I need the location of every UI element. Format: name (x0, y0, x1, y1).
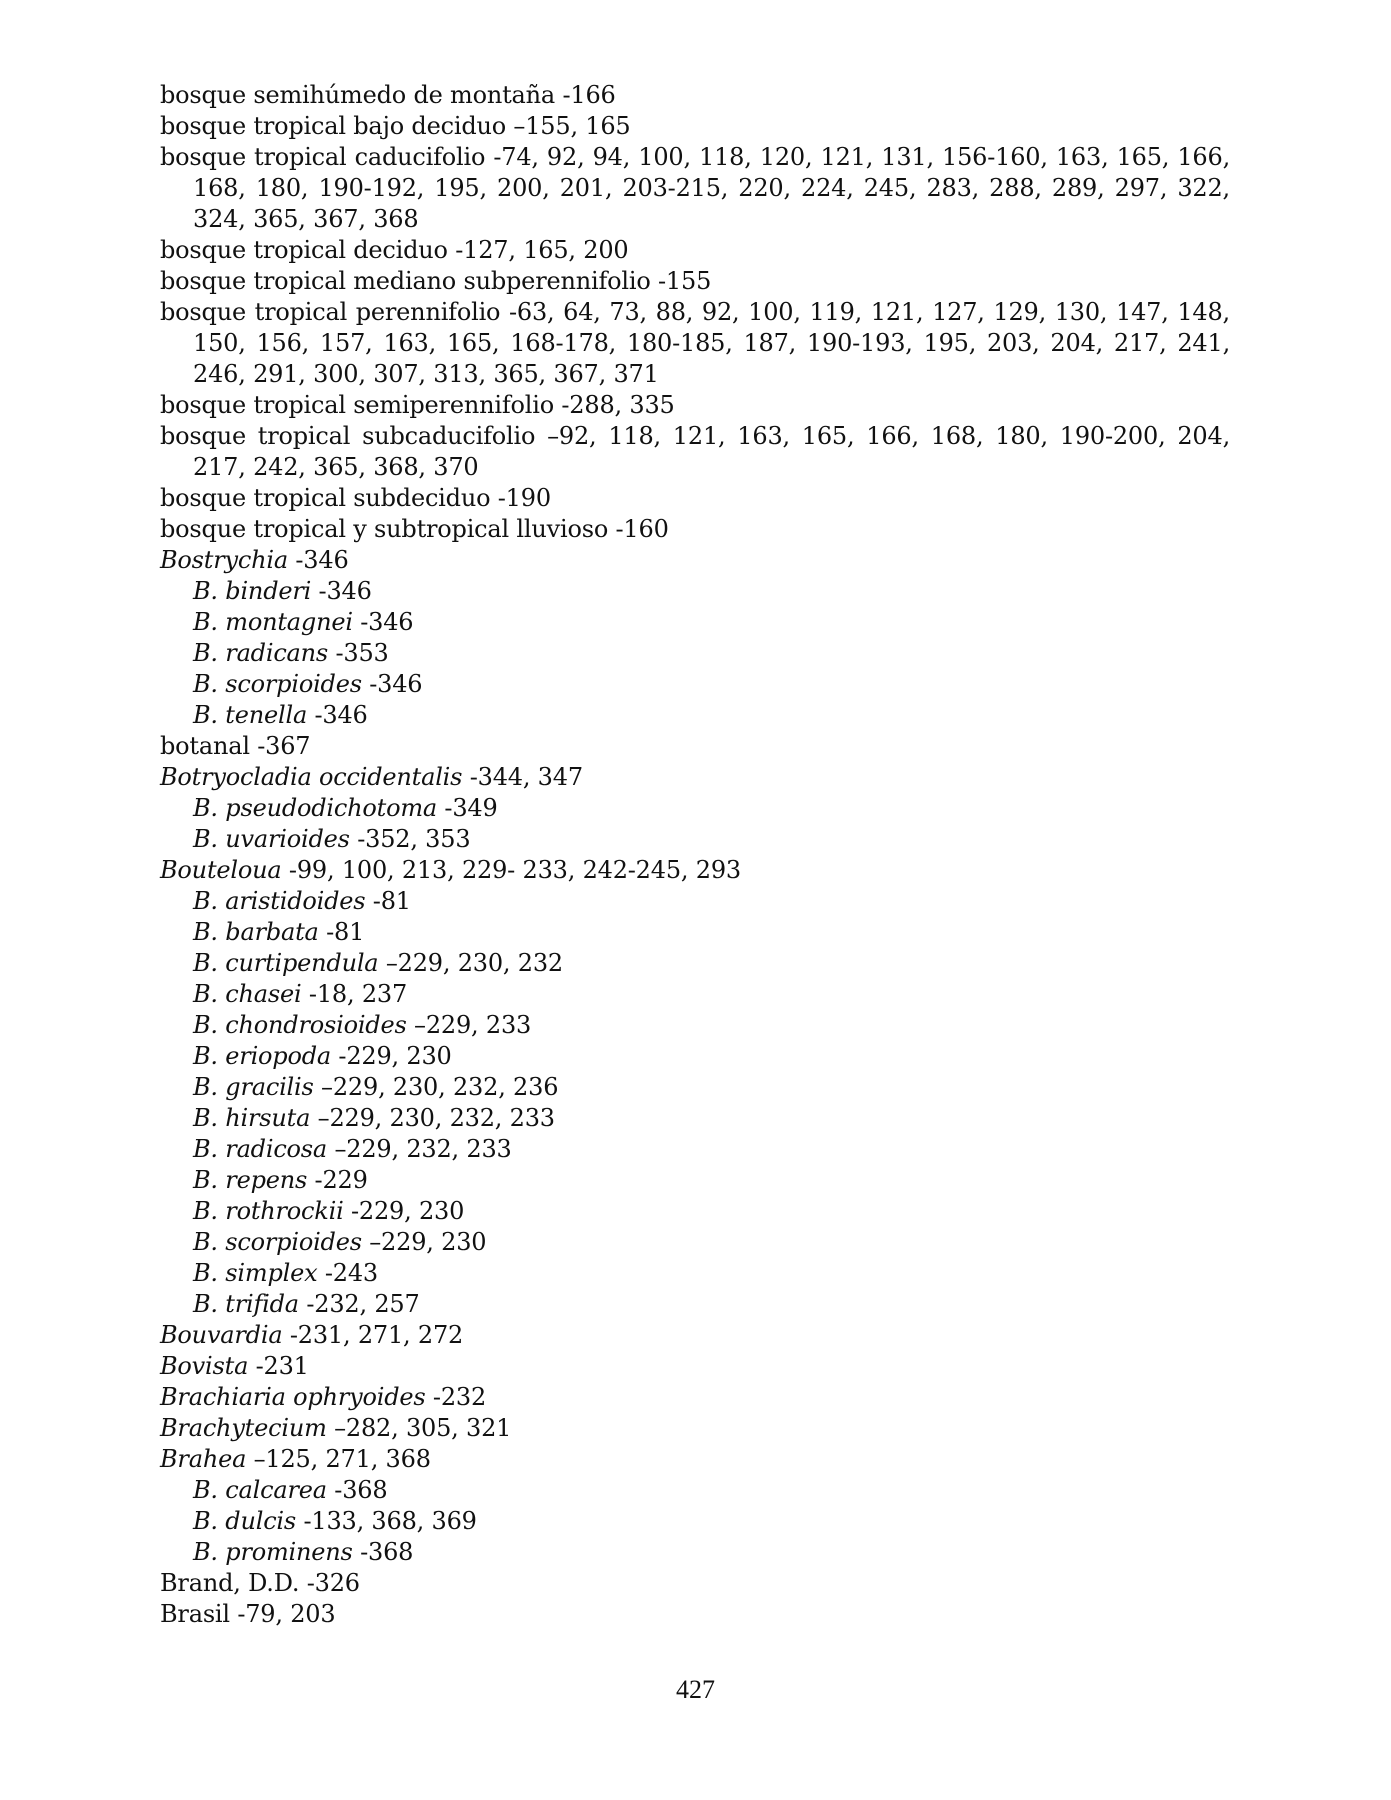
index-subentry (160, 1475, 1230, 1506)
index-page-refs: -229, 230 (330, 1042, 452, 1070)
index-entry (160, 111, 1230, 142)
index-page-refs: -229, 230 (343, 1197, 465, 1225)
index-term: Bouvardia (160, 1321, 283, 1349)
index-term: B. hirsuta (193, 1104, 311, 1132)
index-subentry (160, 1103, 1230, 1134)
index-page-refs: -368 (326, 1476, 388, 1504)
index-page-refs: -166 (555, 81, 616, 109)
index-term: B. repens (193, 1166, 308, 1194)
index-term: B. radicans (193, 639, 329, 667)
index-page-refs: –229, 233 (406, 1011, 532, 1039)
index-entry (160, 855, 1230, 886)
index-page-refs: –229, 230, 232 (378, 949, 563, 977)
index-term: bosque tropical perennifolio (160, 298, 501, 326)
index-page-refs: -231 (248, 1352, 309, 1380)
index-subentry (160, 793, 1230, 824)
index-entry (160, 1444, 1230, 1475)
index-list (160, 80, 1230, 1630)
index-page-refs: -155 (650, 267, 712, 295)
index-subentry (160, 607, 1230, 638)
index-term: B. rothrockii (193, 1197, 344, 1225)
index-term: B. scorpioides (193, 670, 362, 698)
index-term: B. scorpioides (193, 1228, 362, 1256)
index-page-refs: -368 (352, 1538, 414, 1566)
index-term: B. montagnei (193, 608, 353, 636)
index-subentry (160, 1537, 1230, 1568)
index-subentry (160, 1258, 1230, 1289)
index-term: B. barbata (193, 918, 319, 946)
index-term: B. chondrosioides (193, 1011, 407, 1039)
index-term: B. dulcis (193, 1507, 297, 1535)
index-subentry (160, 979, 1230, 1010)
index-entry (160, 266, 1230, 297)
index-term: B. pseudodichotoma (193, 794, 437, 822)
index-page-refs: -346 (287, 546, 349, 574)
index-term: Bouteloua (160, 856, 282, 884)
index-subentry (160, 824, 1230, 855)
index-entry (160, 1413, 1230, 1444)
index-term: B. trifida (193, 1290, 299, 1318)
index-page-refs: -133, 368, 369 (296, 1507, 477, 1535)
index-page-refs: -79, 203 (229, 1600, 336, 1628)
index-entry (160, 235, 1230, 266)
index-page-refs: -349 (437, 794, 498, 822)
index-term: bosque tropical subcaducifolio (160, 422, 536, 450)
index-term: B. calcarea (193, 1476, 327, 1504)
index-page-refs: -346 (352, 608, 414, 636)
index-page-refs: -190 (490, 484, 551, 512)
page-number: 427 (676, 1675, 715, 1704)
index-subentry (160, 948, 1230, 979)
index-term: Bostrychia (160, 546, 288, 574)
index-page-refs: -352, 353 (349, 825, 471, 853)
index-page-refs: -127, 165, 200 (447, 236, 629, 264)
index-term: bosque semihúmedo de montaña (160, 81, 556, 109)
index-term: Brand, D.D. (160, 1569, 300, 1597)
index-term: B. radicosa (193, 1135, 328, 1163)
index-subentry (160, 576, 1230, 607)
index-page-refs: –92, 118, 121, 163, 165, 166, 168, 180, 190-200, 204, 217, 242, 365, 368, 370 (193, 422, 1230, 481)
index-entry (160, 762, 1230, 793)
index-term: Brahea (160, 1445, 247, 1473)
index-term: B. simplex (193, 1259, 318, 1287)
index-term: bosque tropical mediano subperennifolio (160, 267, 651, 295)
index-page-refs: -81 (365, 887, 411, 915)
index-term: B. aristidoides (193, 887, 366, 915)
index-page-refs: -18, 237 (301, 980, 408, 1008)
index-term: B. eriopoda (193, 1042, 331, 1070)
index-entry (160, 514, 1230, 545)
index-page-refs: –229, 230, 232, 233 (310, 1104, 555, 1132)
index-page-refs: -232, 257 (298, 1290, 420, 1318)
index-page-refs: -326 (299, 1569, 360, 1597)
index-page-refs: -346 (307, 701, 368, 729)
index-entry (160, 142, 1230, 235)
index-entry (160, 297, 1230, 390)
index-term: Bovista (160, 1352, 249, 1380)
index-term: B. curtipendula (193, 949, 379, 977)
index-page-refs: -63, 64, 73, 88, 92, 100, 119, 121, 127, 129, 130, 147, 148, 150, 156, 157, 163, 165, 168-178, 180-185, 187, 190-193, 195, 203, 204, 217, 241, 246, 291, 300, 307, 313, 365, 367, 371 (193, 298, 1230, 388)
index-page-refs: -229 (307, 1166, 368, 1194)
index-entry (160, 1599, 1230, 1630)
index-term: B. uvarioides (193, 825, 350, 853)
index-term: Brachiaria ophryoides (160, 1383, 426, 1411)
index-term: B. tenella (193, 701, 308, 729)
index-term: bosque tropical bajo deciduo (160, 112, 506, 140)
index-subentry (160, 1041, 1230, 1072)
index-subentry (160, 1196, 1230, 1227)
index-term: Brachytecium (160, 1414, 327, 1442)
index-term: B. chasei (193, 980, 302, 1008)
index-term: bosque tropical deciduo (160, 236, 448, 264)
index-page-refs: -99, 100, 213, 229- 233, 242-245, 293 (281, 856, 741, 884)
index-entry (160, 483, 1230, 514)
index-term: botanal (160, 732, 250, 760)
index-page-refs: -346 (311, 577, 372, 605)
index-subentry (160, 886, 1230, 917)
index-page-refs: –229, 230, 232, 236 (313, 1073, 559, 1101)
index-term: B. prominens (193, 1538, 353, 1566)
index-subentry (160, 1010, 1230, 1041)
index-subentry (160, 1227, 1230, 1258)
index-page-refs: -232 (425, 1383, 487, 1411)
index-page-refs: –155, 165 (506, 112, 631, 140)
index-subentry (160, 1072, 1230, 1103)
index-term: bosque tropical y subtropical lluvioso (160, 515, 609, 543)
index-subentry (160, 1165, 1230, 1196)
index-entry (160, 80, 1230, 111)
index-page-refs: –229, 232, 233 (327, 1135, 512, 1163)
index-page-refs: -346 (361, 670, 423, 698)
index-page-refs: -353 (328, 639, 389, 667)
index-page-refs: -160 (608, 515, 669, 543)
index-subentry (160, 917, 1230, 948)
index-subentry (160, 700, 1230, 731)
index-subentry (160, 1506, 1230, 1537)
index-entry (160, 731, 1230, 762)
index-page-refs: -288, 335 (553, 391, 675, 419)
index-entry (160, 390, 1230, 421)
index-subentry (160, 669, 1230, 700)
index-page-refs: -243 (317, 1259, 378, 1287)
index-term: bosque tropical semiperennifolio (160, 391, 554, 419)
index-page-refs: –282, 305, 321 (326, 1414, 512, 1442)
index-page-refs: -74, 92, 94, 100, 118, 120, 121, 131, 156-160, 163, 165, 166, 168, 180, 190-192, 195, 200, 201, 203-215, 220, 224, 245, 283, 288, 289, 297, 322, 324, 365, 367, 368 (193, 143, 1230, 233)
index-term: B. gracilis (193, 1073, 314, 1101)
index-page-refs: -367 (249, 732, 311, 760)
index-entry (160, 1568, 1230, 1599)
index-entry (160, 1382, 1230, 1413)
index-term: Brasil (160, 1600, 230, 1628)
index-subentry (160, 1134, 1230, 1165)
index-page-refs: -81 (318, 918, 365, 946)
index-entry (160, 545, 1230, 576)
index-entry (160, 1320, 1230, 1351)
index-subentry (160, 1289, 1230, 1320)
index-term: bosque tropical subdeciduo (160, 484, 491, 512)
index-page-refs: -231, 271, 272 (282, 1321, 464, 1349)
index-subentry (160, 638, 1230, 669)
index-entry (160, 1351, 1230, 1382)
index-page-refs: –125, 271, 368 (246, 1445, 431, 1473)
index-entry (160, 421, 1230, 483)
index-term: B. binderi (193, 577, 312, 605)
index-term: Botryocladia occidentalis (160, 763, 463, 791)
index-page-refs: –229, 230 (361, 1228, 487, 1256)
index-term: bosque tropical caducifolio (160, 143, 486, 171)
index-page-refs: -344, 347 (462, 763, 583, 791)
